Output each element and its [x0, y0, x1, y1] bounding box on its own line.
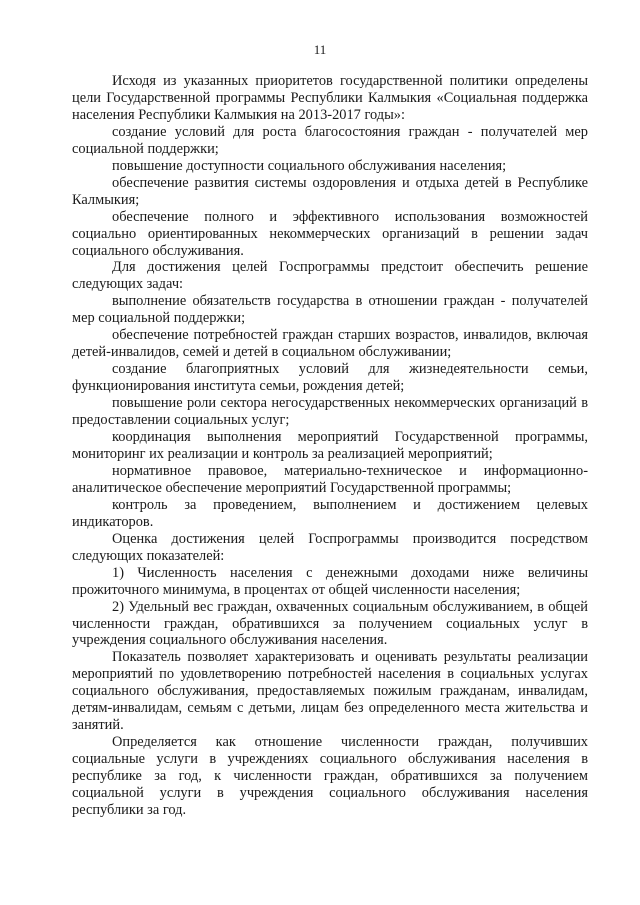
paragraph-task-7: контроль за проведением, выполнением и достижением целевых индикаторов. [72, 496, 588, 530]
paragraph-task-2: обеспечение потребностей граждан старших возрастов, инвалидов, включая детей-инвалидов, семей и детей в социальном обслуживании; [72, 327, 588, 361]
paragraph-task-6: нормативное правовое, материально-техническое и информационно-аналитическое обеспечение мероприятий Государственной программы; [72, 462, 588, 496]
document-body [72, 73, 588, 819]
paragraph-indicator-description: Показатель позволяет характеризовать и оценивать результаты реализации мероприятий по удовлетворению потребностей населения в социальных услугах социального обслуживания, предоставляемых пожилым гражданам, инвалидам, детям-инвалидам, семьям с детьми, лицам без определенного места жительства и занятий. [72, 649, 588, 734]
paragraph-goals-intro: Исходя из указанных приоритетов государственной политики определены цели Государственной программы Республики Калмыкия «Социальная поддержка населения Республики Калмыкия на 2013-2017 годы»: [72, 73, 588, 123]
paragraph-indicator-formula: Определяется как отношение численности граждан, получивших социальные услуги в учреждениях социального обслуживания населения в республике за год, к численности граждан, обратившихся за получением социальной услуги в учреждения социального обслуживания населения республики за год. [72, 734, 588, 818]
paragraph-task-1: выполнение обязательств государства в отношении граждан - получателей мер социальной поддержки; [72, 293, 588, 327]
paragraph-task-5: координация выполнения мероприятий Государственной программы, мониторинг их реализации и контроль за реализацией мероприятий; [72, 429, 588, 462]
paragraph-task-4: повышение роли сектора негосударственных некоммерческих организаций в предоставлении социальных услуг; [72, 395, 588, 429]
paragraph-goal-4: обеспечение полного и эффективного использования возможностей социально ориентированных некоммерческих организаций в решении задач социального обслуживания. [72, 208, 588, 259]
paragraph-goal-3: обеспечение развития системы оздоровления и отдыха детей в Республике Калмыкия; [72, 174, 588, 208]
paragraph-indicators-intro: Оценка достижения целей Госпрограммы производится посредством следующих показателей: [72, 530, 588, 564]
paragraph-goal-1: создание условий для роста благосостояния граждан - получателей мер социальной поддержки; [72, 123, 588, 157]
paragraph-tasks-intro: Для достижения целей Госпрограммы предстоит обеспечить решение следующих задач: [72, 259, 588, 293]
paragraph-indicator-2: 2) Удельный вес граждан, охваченных социальным обслуживанием, в общей численности граждан, обратившихся за получением социальных услуг в учреждения социального обслуживания населения. [72, 598, 588, 649]
paragraph-task-3: создание благоприятных условий для жизнедеятельности семьи, функционирования института семьи, рождения детей; [72, 361, 588, 395]
page-number: 11 [313, 42, 327, 57]
paragraph-goal-2: повышение доступности социального обслуживания населения; [112, 157, 507, 174]
paragraph-indicator-1: 1) Численность населения с денежными доходами ниже величины прожиточного минимума, в процентах от общей численности населения; [72, 564, 588, 598]
